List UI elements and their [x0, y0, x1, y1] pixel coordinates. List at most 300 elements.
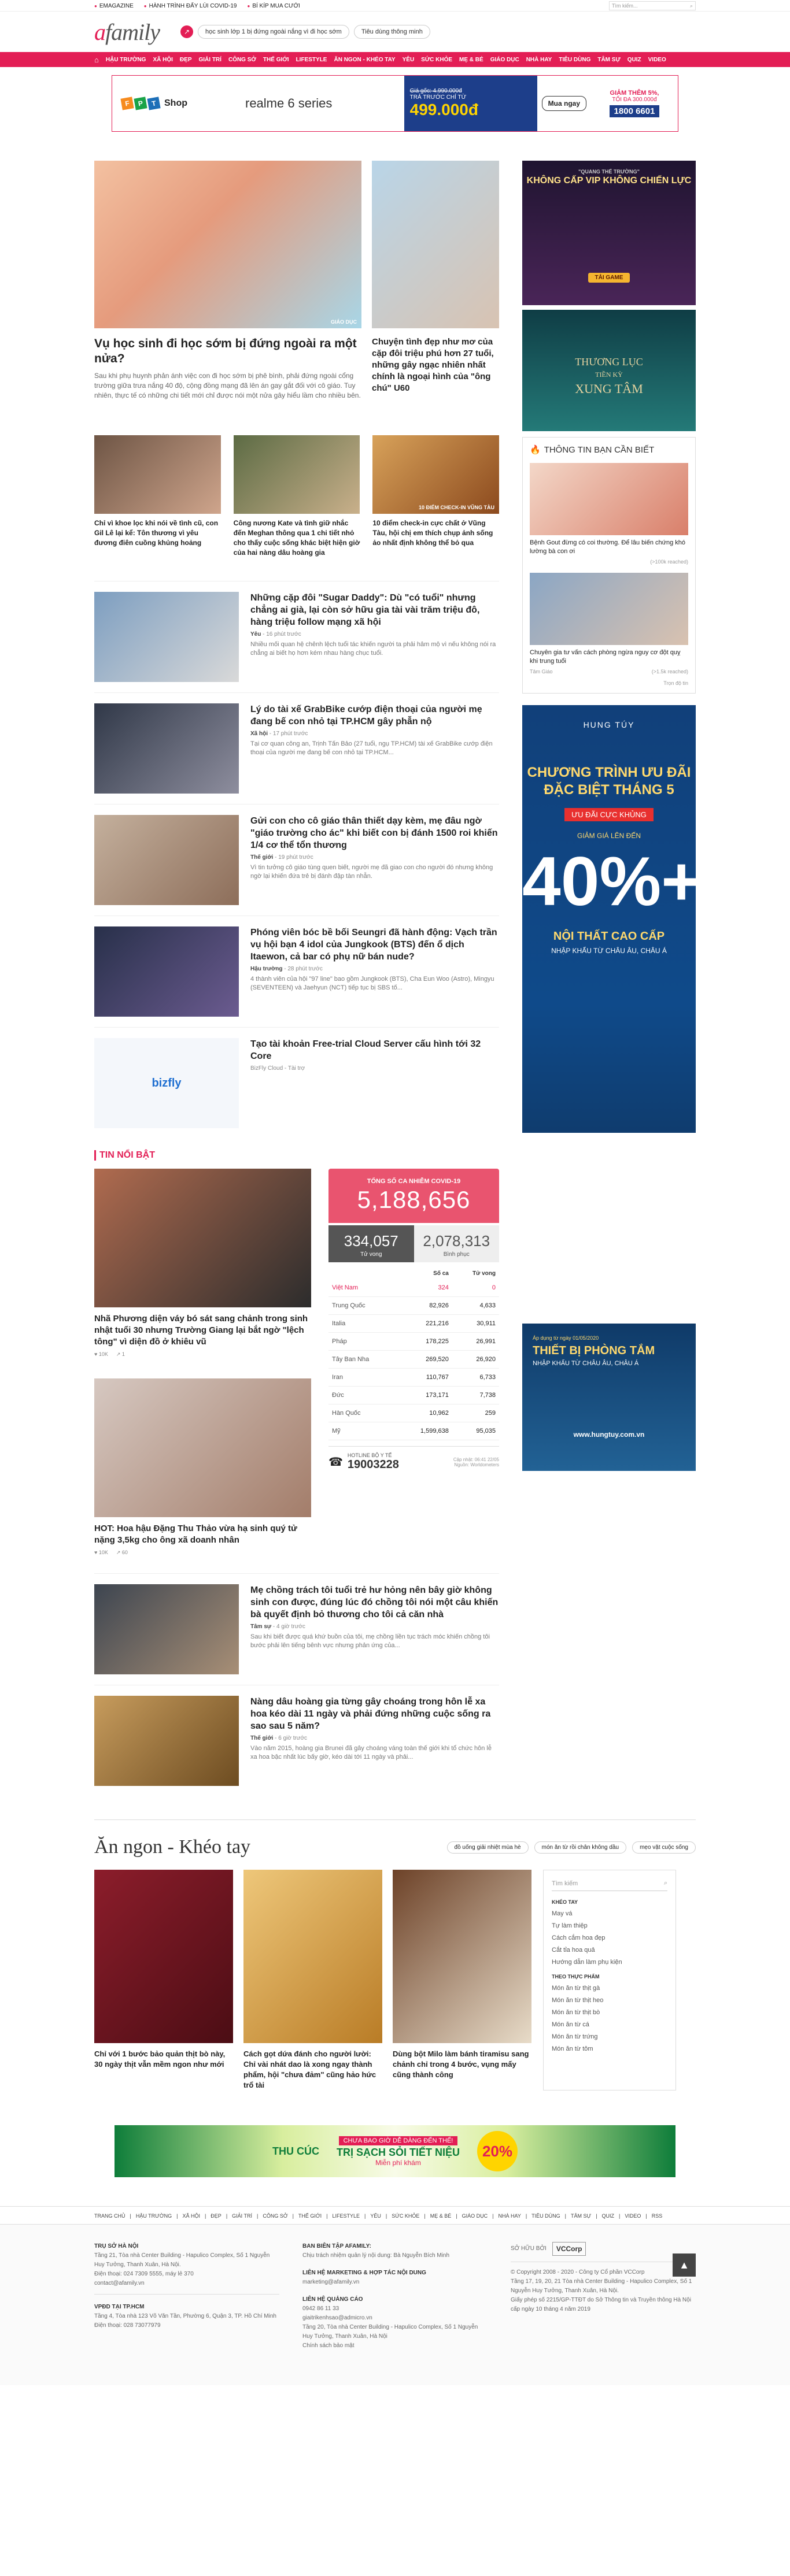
logo-a: a — [94, 18, 105, 45]
menu-item[interactable]: Món ăn từ thịt gà — [552, 1985, 600, 1992]
fpt-letter-f: F — [120, 97, 134, 110]
need-to-know-card[interactable] — [530, 573, 688, 674]
trio-image[interactable] — [234, 435, 360, 514]
covid-row — [328, 1333, 499, 1351]
list-text — [250, 926, 499, 1017]
list-meta: Xã hội - 17 phút trước — [250, 731, 308, 737]
cooking-image[interactable] — [243, 1870, 382, 2043]
footer-marketing-email[interactable]: marketing@afamily.vn — [302, 2279, 360, 2285]
hotline-box[interactable] — [348, 1452, 399, 1472]
article-list-2 — [94, 1573, 499, 1796]
like-icon[interactable]: ♥ 10K — [94, 1351, 108, 1357]
covid-deaths: 2,078,313 — [423, 1232, 490, 1250]
list-cat[interactable]: Hậu trường — [250, 966, 283, 972]
trending-pill-1[interactable]: học sinh lớp 1 bị đứng ngoài nắng vì đi học sớm — [198, 25, 349, 39]
fire-icon: 🔥 — [530, 445, 541, 455]
list-meta: BizFly Cloud - Tài trợ — [250, 1065, 305, 1072]
list-time: 19 phút trước — [278, 854, 313, 861]
cooking-card-title[interactable]: Dùng bột Milo làm bánh tiramisu sang chảnh chỉ trong 4 bước, vụng mấy cũng thành công — [393, 2049, 529, 2079]
trending-pill-2[interactable]: Tiêu dùng thông minh — [354, 25, 430, 39]
ad1-title: KHÔNG CẤP VIP KHÔNG CHIẾN LỰC — [526, 176, 692, 186]
hero-side-article[interactable] — [372, 161, 499, 401]
cooking-card[interactable] — [94, 1870, 233, 2091]
nav-item[interactable]: MẸ & BÉ — [459, 56, 483, 63]
covid-total: 5,188,656 — [357, 1186, 471, 1213]
covid-cell-name: Mỹ — [328, 1422, 397, 1440]
ad4-title: THIẾT BỊ PHÒNG TẮM — [533, 1344, 655, 1357]
menu-item[interactable]: Hướng dẫn làm phụ kiện — [552, 1959, 622, 1966]
covid-cell-deaths: 0 — [452, 1279, 499, 1297]
cooking-search-placeholder: Tìm kiếm — [552, 1880, 578, 1887]
ad2-line3: XUNG TÂM — [575, 381, 643, 396]
vccorp-logo[interactable]: VCCorp — [552, 2242, 586, 2256]
header — [0, 12, 790, 52]
covid-cell-name: Đức — [328, 1387, 397, 1404]
list-cat[interactable]: Thế giới — [250, 1735, 274, 1741]
covid-row — [328, 1422, 499, 1440]
highlights-column — [94, 1169, 311, 1556]
list-cat[interactable]: Yêu — [250, 631, 261, 637]
discount-line-2: TỐI ĐA 300.000đ — [612, 97, 657, 103]
footer-nav-separator: | — [385, 2213, 387, 2219]
footer-hcm-title: VPĐD TẠI TP.HCM — [94, 2304, 145, 2310]
trending-icon: ↗ — [180, 25, 193, 38]
owner-license: Giấy phép số 2215/GP-TTĐT do Sở Thông tin và Truyền thông Hà Nội cấp ngày 10 tháng 4 năm 2019 — [511, 2297, 691, 2312]
footer-nav-item[interactable]: LIFESTYLE — [332, 2213, 360, 2219]
privacy-link[interactable]: Chính sách bảo mật — [302, 2343, 355, 2349]
cooking-card-title[interactable]: Chỉ với 1 bước bảo quản thịt bò này, 30 ngày thịt vẫn mềm ngon như mới — [94, 2049, 226, 2069]
card-image[interactable] — [530, 573, 688, 645]
nav-item[interactable]: THẾ GIỚI — [263, 56, 289, 63]
covid-cell-deaths: 7,738 — [452, 1387, 499, 1404]
top-link-covid[interactable]: ● HÀNH TRÌNH ĐẨY LÙI COVID-19 — [144, 3, 237, 9]
menu-item[interactable]: Món ăn từ thịt heo — [552, 1997, 604, 2004]
furniture-ad[interactable] — [522, 705, 743, 1133]
hero-main-title[interactable]: Vụ học sinh đi học sớm bị đứng ngoài ra một nửa? — [94, 337, 357, 365]
data-source: Nguồn: Worldometers — [454, 1462, 499, 1467]
footer-nav — [0, 2206, 790, 2225]
list-item[interactable] — [94, 804, 499, 916]
buy-now-button[interactable]: Mua ngay — [542, 96, 586, 111]
list-meta: Tâm sự - 4 giờ trước — [250, 1624, 305, 1630]
like-icon[interactable]: ♥ 10K — [94, 1550, 108, 1555]
need-to-know-box — [522, 437, 696, 694]
covid-cell-deaths: 259 — [452, 1404, 499, 1422]
ad1-sub: "QUANG THẾ TRƯỜNG" — [578, 169, 640, 175]
covid-cell-cases: 269,520 — [397, 1351, 452, 1369]
fpt-logo — [121, 98, 160, 109]
need-to-know-card[interactable] — [530, 463, 688, 565]
ad3-origin: NHẬP KHẨU TỪ CHÂU ÂU, CHÂU Á — [551, 947, 667, 955]
footer-nav-item[interactable]: QUIZ — [601, 2213, 615, 2219]
footer-hn-email[interactable]: contact@afamily.vn — [94, 2280, 145, 2286]
footer-nav-separator: | — [292, 2213, 294, 2219]
covid-cell-cases: 82,926 — [397, 1297, 452, 1315]
right-column — [522, 161, 743, 1796]
footer-hn-addr: Tầng 21, Tòa nhà Center Building - Hapulico Complex, Số 1 Nguyễn Huy Tưởng, Thanh Xuân, Hà Nội. — [94, 2252, 270, 2268]
owner-copyright: © Copyright 2008 - 2020 - Công ty Cổ phần VCCorp — [511, 2269, 645, 2275]
footer-nav-separator: | — [226, 2213, 228, 2219]
list-meta: Hậu trường - 28 phút trước — [250, 966, 323, 972]
list-title[interactable]: Phóng viên bóc bề bối Seungri đã hành động: Vạch trần vụ hội bạn 4 idol của Jungkook (BTS) đến ổ dịch Itaewon, cả bar có phụ nữ bán nude? — [250, 928, 497, 962]
footer-nav-item[interactable]: RSS — [651, 2213, 663, 2219]
hospital-ad-discount: 20% — [477, 2131, 518, 2171]
trio-article[interactable] — [372, 435, 499, 558]
back-to-top-button[interactable]: ▲ — [673, 2253, 696, 2277]
covid-cell-cases: 1,599,638 — [397, 1422, 452, 1440]
nav-item[interactable]: ĐẸP — [179, 56, 192, 63]
nav-item[interactable]: ĂN NGON - KHÉO TAY — [334, 56, 396, 63]
footer-nav-separator: | — [326, 2213, 328, 2219]
highlight-image[interactable] — [94, 1378, 311, 1517]
footer-nav-separator: | — [364, 2213, 366, 2219]
card-image[interactable] — [530, 463, 688, 535]
footer-nav-item[interactable]: CÔNG SỞ — [263, 2213, 288, 2219]
highlight-title[interactable]: Nhã Phương diện váy bó sát sang chảnh trong sinh nhật tuổi 30 nhưng Trường Giang lại bắt ngờ "lệch tông" vì diện đồ ở khiêu vũ — [94, 1314, 308, 1347]
covid-cell-cases: 221,216 — [397, 1315, 452, 1333]
list-desc: Vì tin tưởng cô giáo tùng quen biết, người mẹ đã giao con cho người đó nhưng không ngờ lại khiến đứa trẻ bị đánh đập tàn nhẫn. — [250, 864, 493, 880]
need-to-know-text: THÔNG TIN BẠN CẦN BIẾT — [544, 444, 655, 455]
covid-th-cases: Số ca — [433, 1270, 449, 1277]
footer — [0, 2225, 790, 2385]
footer-col-editorial — [302, 2242, 488, 2351]
footer-nav-item[interactable]: TIÊU DÙNG — [531, 2213, 560, 2219]
covid-cell-name: Iran — [328, 1369, 397, 1387]
covid-stats — [328, 1225, 499, 1262]
list-thumb[interactable] — [94, 1696, 239, 1786]
nav-item[interactable]: HẬU TRƯỜNG — [105, 56, 146, 63]
list-title[interactable]: Mẹ chồng trách tôi tuổi trẻ hư hỏng nên bây giờ không sinh con được, đúng lúc đó chồng tôi nói một câu khiến bà quyết định bỏ thương cho tôi cả căn nhà — [250, 1585, 499, 1619]
ad3-logo: HUNG TÚY — [583, 720, 635, 729]
list-title[interactable]: Những cặp đôi "Sugar Daddy": Dù "có tuổi" nhưng chẳng ai già, lại còn sở hữu gia tài vài trăm triệu đô, hàng triệu follow mạng xã hội — [250, 593, 480, 627]
trio-articles — [94, 435, 499, 558]
cooking-tag[interactable]: mẹo vặt cuộc sống — [632, 1841, 696, 1854]
owner-box — [511, 2242, 696, 2256]
covid-th-deaths: Tử vong — [472, 1270, 496, 1277]
nav-item[interactable]: TÂM SỰ — [597, 56, 621, 63]
list-text — [250, 1584, 499, 1674]
hospital-ad-headline: TRỊ SẠCH SỎI TIẾT NIỆU — [336, 2147, 460, 2158]
cooking-title[interactable]: Ăn ngon - Khéo tay — [94, 1836, 251, 1858]
cooking-card[interactable] — [243, 1870, 382, 2091]
highlight-image[interactable] — [94, 1169, 311, 1307]
sponsor-logo[interactable]: bizfly — [94, 1038, 239, 1128]
ad4-date: Áp dụng từ ngày 01/05/2020 — [533, 1335, 599, 1341]
hospital-logo: THU CÚC — [272, 2145, 319, 2157]
game-ad[interactable] — [522, 161, 696, 305]
nav-item[interactable]: NHÀ HAY — [526, 56, 552, 63]
top-link-wedding[interactable]: ● BÍ KÍP MUA CƯỚI — [247, 3, 300, 9]
list-title[interactable]: Tạo tài khoản Free-trial Cloud Server cấu hình tới 32 Core — [250, 1039, 481, 1061]
footer-hcm-phone: Điện thoại: 028 73077979 — [94, 2322, 161, 2329]
footer-nav-separator: | — [525, 2213, 527, 2219]
nav-item[interactable]: GIÁO DỤC — [490, 56, 519, 63]
cooking-menu — [543, 1870, 676, 2091]
covid-row — [328, 1279, 499, 1297]
sponsor-name: BizFly Cloud — [250, 1065, 283, 1072]
spacer — [94, 1358, 311, 1378]
covid-cell-cases: 324 — [397, 1279, 452, 1297]
home-icon[interactable]: ⌂ — [94, 55, 99, 64]
ad3-product: NỘI THẤT CAO CẤP — [553, 930, 665, 943]
covid-cell-name: Pháp — [328, 1333, 397, 1351]
top-search-input[interactable] — [609, 1, 696, 10]
list-thumb[interactable] — [94, 926, 239, 1017]
nav-item[interactable]: YÊU — [402, 56, 415, 63]
covid-recovered: 334,057 — [344, 1232, 398, 1250]
footer-ads-phone: 0942 86 11 33 — [302, 2306, 339, 2312]
footer-nav-item[interactable]: MẸ & BÉ — [430, 2213, 452, 2219]
trio-article[interactable] — [234, 435, 360, 558]
footer-nav-separator: | — [176, 2213, 178, 2219]
fpt-shop-logo — [112, 76, 228, 131]
top-link-emagazine[interactable]: ● EMAGAZINE — [94, 3, 134, 9]
list-meta: Thế giới - 6 giờ trước — [250, 1735, 308, 1741]
trio-title[interactable]: Công nương Kate và tình giữ nhắc đến Meghan thông qua 1 chi tiết nhỏ cho thấy cuộc sống khác biệt hiện giờ của hai nàng dâu hoàng gia — [233, 519, 360, 557]
covid-total-box — [328, 1169, 499, 1223]
nav-item[interactable]: CÔNG SỞ — [228, 56, 256, 63]
nav-item[interactable]: GIẢI TRÍ — [198, 56, 222, 63]
cooking-tag[interactable]: món ăn từ rồi chân không dầu — [534, 1841, 626, 1854]
hotline-label: HOTLINE BỘ Y TẾ — [347, 1452, 392, 1458]
footer-hn-title: TRỤ SỞ HÀ NỘI — [94, 2243, 139, 2249]
cooking-tag[interactable]: đồ uống giải nhiệt mùa hè — [447, 1841, 529, 1854]
discount-line-1: GIẢM THÊM 5%, — [610, 90, 659, 97]
hero-main-article[interactable] — [94, 161, 361, 401]
list-item[interactable] — [94, 581, 499, 692]
ad2-line2: TIỀN KỲ — [595, 370, 623, 379]
covid-row — [328, 1351, 499, 1369]
cooking-image[interactable] — [94, 1870, 233, 2043]
list-item[interactable] — [94, 916, 499, 1027]
trending-topics — [180, 25, 430, 39]
ad4-sub: NHẬP KHẨU TỪ CHÂU ÂU, CHÂU Á — [533, 1360, 639, 1367]
footer-nav-separator: | — [257, 2213, 259, 2219]
fpt-letter-t: T — [147, 97, 160, 110]
footer-nav-item[interactable]: GIÁO DỤC — [462, 2213, 488, 2219]
footer-editor-title: BAN BIÊN TẬP AFAMILY: — [302, 2243, 371, 2249]
cooking-search-input[interactable] — [552, 1876, 667, 1891]
footer-nav-item[interactable]: XÃ HỘI — [182, 2213, 200, 2219]
covid-cell-deaths: 26,920 — [452, 1351, 499, 1369]
covid-cell-cases: 10,962 — [397, 1404, 452, 1422]
hero-side-title[interactable]: Chuyện tình đẹp như mơ của cặp đôi triệu phú hơn 27 tuổi, những gây ngạc nhiên nhất chính là ngoại hình của "ông chú" U60 — [372, 337, 494, 393]
covid-widget — [328, 1169, 499, 1556]
list-thumb[interactable] — [94, 815, 239, 905]
nav-item[interactable]: SỨC KHỎE — [421, 56, 453, 63]
hero-main-image[interactable] — [94, 161, 361, 328]
footer-ads-addr: Tầng 20, Tòa nhà Center Building - Hapulico Complex, Số 1 Nguyễn Huy Tưởng, Thanh Xuân, Hà Nội — [302, 2324, 478, 2340]
bathroom-ad[interactable] — [522, 1324, 696, 1471]
list-item[interactable] — [94, 1685, 499, 1796]
list-thumb[interactable] — [94, 703, 239, 794]
real-estate-ad[interactable] — [522, 310, 696, 431]
footer-hn-phone: Điện thoại: 024 7309 5555, máy lẻ 370 — [94, 2271, 194, 2277]
list-text — [250, 1696, 499, 1786]
category-tag: GIÁO DỤC — [331, 319, 357, 325]
nav-item[interactable]: XÃ HỘI — [153, 56, 173, 63]
like-count: 10K — [98, 1351, 108, 1357]
ad3-deal: ƯU ĐÃI CỰC KHỦNG — [564, 808, 654, 821]
footer-nav-item[interactable]: ĐẸP — [211, 2213, 222, 2219]
installment-label: TRẢ TRƯỚC CHỈ TỪ — [409, 94, 467, 101]
phone-icon: ☎ — [328, 1456, 343, 1469]
footer-nav-item[interactable]: SỨC KHỎE — [392, 2213, 420, 2219]
list-desc: Nhiều mối quan hệ chênh lệch tuổi tác khiến người ta phải hâm mộ vì nếu không nói ra chẳng ai biết họ hơn kém nhau hàng chục tuổi. — [250, 641, 496, 657]
sponsored-item[interactable] — [94, 1027, 499, 1139]
covid-cell-name: Tây Ban Nha — [328, 1351, 397, 1369]
card-reach-count: (>100k reached) — [650, 559, 688, 565]
covid-cell-deaths: 30,911 — [452, 1315, 499, 1333]
list-text — [250, 815, 499, 905]
list-cat[interactable]: Thế giới — [250, 854, 274, 861]
covid-title: TỔNG SỐ CA NHIỄM COVID-19 — [367, 1178, 461, 1185]
cooking-body — [94, 1870, 696, 2091]
list-item[interactable] — [94, 1573, 499, 1685]
list-title[interactable]: Lý do tài xế GrabBike cướp điện thoại của người mẹ đang bế con nhỏ tại TP.HCM gây phẫn nộ — [250, 705, 482, 727]
trio-title[interactable]: Chỉ vì khoe lọc khi nói về tình cũ, con Gil Lê lại kể: Tôn thương vì yêu đương điên cuồng khủng hoảng — [94, 519, 219, 547]
footer-nav-item[interactable]: GIẢI TRÍ — [232, 2213, 252, 2219]
cooking-tags — [447, 1841, 696, 1854]
list-title[interactable]: Nàng dâu hoàng gia từng gây choáng trong hôn lễ xa hoa kéo dài 11 ngày và phải đứng những cuộc sống ra sao sau 5 năm? — [250, 1697, 491, 1731]
covid-cell-deaths: 26,991 — [452, 1333, 499, 1351]
footer-nav-item[interactable]: YÊU — [370, 2213, 381, 2219]
nav-item[interactable]: VIDEO — [648, 56, 666, 63]
left-column — [94, 161, 499, 1796]
footer-nav-separator: | — [456, 2213, 457, 2219]
ad3-title: CHƯƠNG TRÌNH ƯU ĐÃI ĐẶC BIỆT THÁNG 5 — [527, 765, 691, 798]
footer-nav-separator: | — [645, 2213, 647, 2219]
list-time: 17 phút trước — [272, 731, 308, 737]
trio-image[interactable] — [94, 435, 221, 514]
hotline: 1800 6601 — [610, 105, 660, 117]
trio-image[interactable] — [372, 435, 499, 514]
highlights-title: TIN NỔI BẬT — [94, 1150, 499, 1161]
hero-section — [94, 161, 499, 401]
footer-nav-separator: | — [492, 2213, 494, 2219]
covid-table — [328, 1268, 499, 1440]
site-logo[interactable] — [94, 18, 160, 46]
more-link[interactable]: Trọn độ tin — [663, 680, 688, 686]
footer-nav-item[interactable]: TRANG CHỦ — [94, 2213, 125, 2219]
cooking-card[interactable] — [393, 1870, 531, 2091]
card-title[interactable]: Bệnh Gout đừng có coi thường. Để lâu biến chứng khó lường bà con ơi — [530, 539, 686, 555]
covid-cell-cases: 173,171 — [397, 1387, 452, 1404]
cooking-card-title[interactable]: Cách gọt dứa đánh cho người lười: Chỉ vài nhát dao là xong ngay thành phẩm, hội "chưa đảm" cũng hảo hức trổ tài — [243, 2049, 376, 2089]
hospital-ad-text — [337, 2136, 460, 2167]
list-title[interactable]: Gửi con cho cô giáo thân thiết dạy kèm, mẹ đâu ngờ "giáo trường cho ác" khi biết con bị đánh 1500 roi khiến 1/4 cơ thể tổn thương — [250, 816, 498, 850]
highlight-title[interactable]: HOT: Hoa hậu Đặng Thu Thảo vừa hạ sinh quý tử nặng 3,5kg cho ông xã doanh nhân — [94, 1524, 297, 1545]
product-name: realme 6 series — [245, 96, 333, 110]
search-icon[interactable]: ⌕ — [689, 2, 693, 9]
menu-item[interactable]: Món ăn từ tôm — [552, 2045, 593, 2052]
footer-col-owner — [511, 2242, 696, 2351]
footer-nav-item[interactable]: VIDEO — [625, 2213, 641, 2219]
footer-nav-separator: | — [130, 2213, 131, 2219]
trio-title[interactable]: 10 điểm check-in cực chất ở Vũng Tàu, hội chị em thích chụp ảnh sống ảo nhất định không thể bỏ qua — [372, 519, 493, 547]
hero-side-image[interactable] — [372, 161, 499, 328]
covid-row — [328, 1404, 499, 1422]
list-item[interactable] — [94, 692, 499, 804]
card-title[interactable]: Chuyên gia tư vấn cách phòng ngừa nguy cơ đột quỵ khi trung tuổi — [530, 649, 681, 665]
share-icon[interactable]: ↗ 1 — [116, 1351, 125, 1357]
list-cat[interactable]: Xã hội — [250, 731, 268, 737]
top-banner-ad[interactable] — [112, 75, 678, 132]
covid-table-header — [328, 1268, 499, 1279]
list-cat[interactable]: Tâm sự — [250, 1624, 272, 1630]
highlight-stats — [94, 1351, 311, 1358]
menu-item[interactable]: May vá — [552, 1910, 573, 1917]
covid-deaths-label: Bình phục — [443, 1251, 470, 1258]
hospital-ad[interactable] — [115, 2125, 675, 2177]
search-icon[interactable]: ⌕ — [663, 1880, 667, 1886]
footer-nav-item[interactable]: NHÀ HAY — [498, 2213, 521, 2219]
covid-row — [328, 1297, 499, 1315]
covid-cell-name: Hàn Quốc — [328, 1404, 397, 1422]
hospital-ad-tagline: CHƯA BAO GIỜ DỄ DÀNG ĐẾN THẾ! — [339, 2136, 458, 2145]
ad4-url: www.hungtuy.com.vn — [573, 1430, 645, 1439]
footer-nav-item[interactable]: TÂM SỰ — [571, 2213, 592, 2219]
trio-badge: 10 ĐIỂM CHECK-IN VŨNG TÀU — [419, 505, 495, 510]
footer-ads-email[interactable]: giaitrikenhsao@admicro.vn — [302, 2315, 372, 2321]
list-thumb[interactable] — [94, 1584, 239, 1674]
covid-cell-cases: 178,225 — [397, 1333, 452, 1351]
menu-item[interactable]: Món ăn từ thịt bò — [552, 2009, 600, 2016]
list-text — [250, 703, 499, 794]
nav-item[interactable]: LIFESTYLE — [296, 56, 327, 63]
trio-article[interactable] — [94, 435, 221, 558]
ad3-sub: GIẢM GIÁ LÊN ĐẾN — [577, 832, 641, 840]
menu-item[interactable]: Cách cắm hoa đẹp — [552, 1934, 606, 1941]
fpt-letter-p: P — [134, 97, 147, 110]
old-price: Giá gốc: 4.990.000đ — [409, 88, 462, 94]
card-reach — [530, 669, 688, 674]
footer-marketing-title: LIÊN HỆ MARKETING & HỢP TÁC NỘI DUNG — [302, 2270, 426, 2276]
ad2-line1: THƯƠNG LỤC — [575, 356, 643, 368]
share-icon[interactable]: ↗ 60 — [116, 1550, 128, 1555]
covid-footer — [328, 1446, 499, 1472]
footer-nav-separator: | — [424, 2213, 426, 2219]
ad3-percent: 40%++ — [522, 843, 743, 920]
cooking-image[interactable] — [393, 1870, 531, 2043]
footer-nav-item[interactable]: THẾ GIỚI — [298, 2213, 322, 2219]
footer-nav-separator: | — [596, 2213, 597, 2219]
footer-ads-title: LIÊN HỆ QUẢNG CÁO — [302, 2296, 363, 2303]
discount-box — [591, 76, 678, 131]
menu-item[interactable]: Cắt tỉa hoa quả — [552, 1947, 595, 1954]
price-box — [404, 76, 537, 131]
covid-row — [328, 1387, 499, 1404]
menu-item[interactable]: Tự làm thiệp — [552, 1922, 588, 1929]
list-thumb[interactable] — [94, 592, 239, 682]
covid-cell-name: Italia — [328, 1315, 397, 1333]
menu-group-title: KHÉO TAY — [552, 1899, 578, 1905]
menu-item[interactable]: Món ăn từ cá — [552, 2021, 589, 2028]
download-game-button[interactable]: TẢI GAME — [588, 273, 630, 283]
nav-item[interactable]: TIÊU DÙNG — [559, 56, 591, 63]
like-count: 10K — [98, 1550, 108, 1555]
sponsor-label: Tài trợ — [287, 1065, 305, 1072]
list-time: 16 phút trước — [266, 631, 301, 637]
covid-cell-cases: 110,767 — [397, 1369, 452, 1387]
footer-nav-item[interactable]: HẬU TRƯỜNG — [135, 2213, 172, 2219]
nav-item[interactable]: QUIZ — [627, 56, 641, 63]
menu-item[interactable]: Món ăn từ trứng — [552, 2033, 598, 2040]
footer-col-contact — [94, 2242, 279, 2351]
footer-nav-separator: | — [564, 2213, 567, 2219]
list-desc: Tại cơ quan công an, Trịnh Tấn Bảo (27 tuổi, ngụ TP.HCM) tài xế GrabBike cướp điện thoại của người mẹ đang bế con nhỏ tại TP.HCM... — [250, 740, 493, 756]
share-count: 1 — [121, 1351, 125, 1357]
